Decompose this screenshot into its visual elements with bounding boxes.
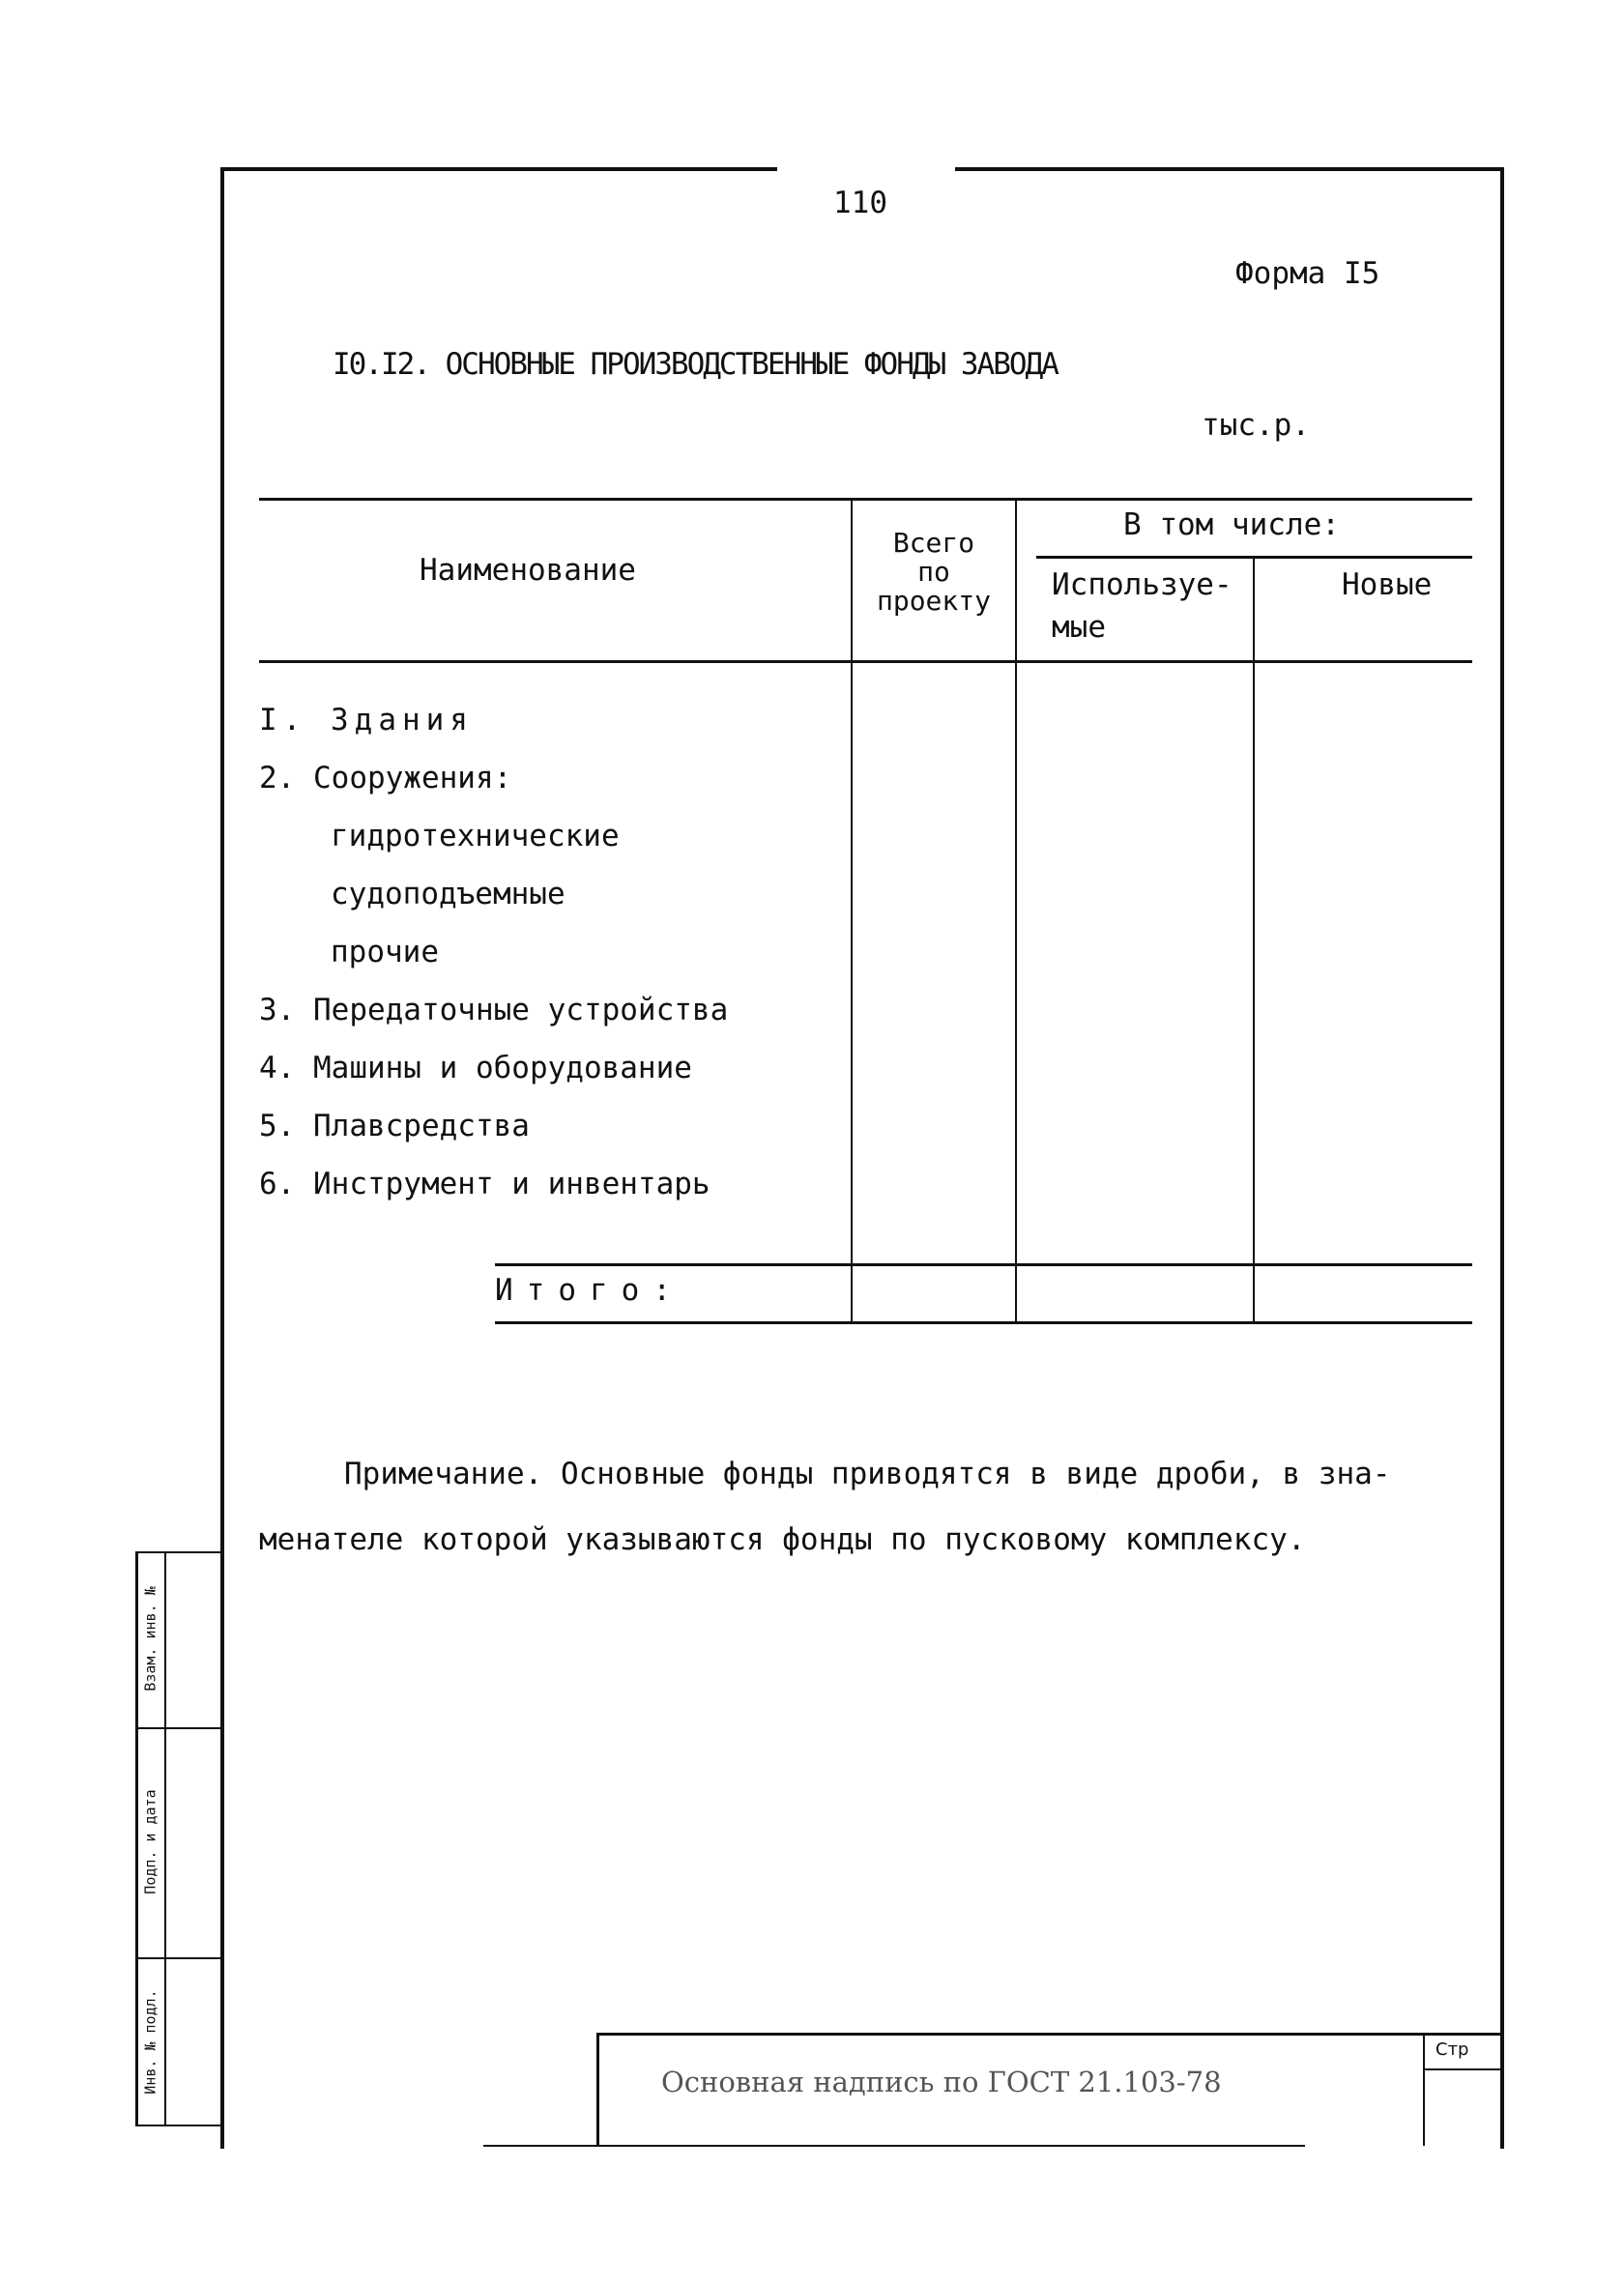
side-stamp-sep-2 [135, 1957, 222, 1959]
side-stamp-sep-1 [135, 1727, 222, 1729]
header-total-line2: по [917, 556, 950, 588]
header-total-line1: Всего [892, 527, 975, 559]
note-line-1: Примечание. Основные фонды приводятся в виде дроби, в зна- [344, 1457, 1391, 1491]
frame-right-border [1500, 169, 1504, 2149]
header-name: Наименование [420, 553, 636, 588]
header-new: Новые [1342, 567, 1433, 602]
row-buildings: I. Здания [259, 703, 474, 737]
note-line-2: менателе которой указываются фонды по пусковому комплексу. [259, 1522, 1306, 1557]
total-bottom-rule [495, 1321, 1472, 1324]
side-stamp-outer-left [135, 1551, 138, 2126]
row-shiplifting: судоподъемные [331, 877, 566, 911]
frame-top-border-left [220, 167, 777, 171]
row-vessels: 5. Плавсредства [259, 1109, 530, 1143]
title-block-page-label: Стр [1436, 2039, 1469, 2060]
side-stamp-inner-divider [164, 1551, 166, 2126]
side-stamp-label-replacement: Взам. инв. № [141, 1586, 160, 1691]
col-divider-total [851, 501, 853, 1324]
frame-left-border [220, 169, 224, 2149]
row-hydrotechnical: гидротехнические [331, 819, 620, 853]
side-stamp-top [135, 1551, 222, 1553]
header-total-line3: проекту [876, 585, 991, 617]
title-block-top [596, 2033, 1504, 2036]
header-used-line2: мые [1052, 610, 1106, 645]
col-divider-used-new [1253, 559, 1255, 1324]
side-stamp-bottom [135, 2125, 222, 2126]
row-structures: 2. Сооружения: [259, 761, 512, 795]
title-block-left [596, 2033, 599, 2146]
header-bottom-rule [259, 660, 1472, 663]
total-label: Итого: [495, 1273, 684, 1308]
row-machinery: 4. Машины и оборудование [259, 1051, 692, 1085]
table-top-rule [259, 498, 1472, 501]
title-block-page-cell-sep [1423, 2068, 1504, 2070]
side-stamp-label-inventory: Инв. № подл. [141, 1989, 160, 2095]
page-number: 110 [833, 186, 887, 220]
row-transmission: 3. Передаточные устройства [259, 993, 729, 1027]
units-label: тыс.р. [1202, 408, 1310, 443]
row-other: прочие [331, 935, 439, 969]
title-block-page-cell-left [1423, 2033, 1425, 2146]
total-top-rule [495, 1263, 1472, 1266]
title-block-caption: Основная надпись по ГОСТ 21.103-78 [661, 2066, 1222, 2098]
header-including: В том числе: [1123, 507, 1340, 542]
form-label: Форма I5 [1235, 256, 1380, 291]
frame-top-border-right [955, 167, 1504, 171]
document-title: I0.I2. ОСНОВНЫЕ ПРОИЗВОДСТВЕННЫЕ ФОНДЫ ЗАВОДА [333, 347, 1058, 382]
col-divider-incl [1015, 501, 1017, 1324]
frame-bottom-border [483, 2145, 1305, 2147]
header-used-line1: Используе- [1052, 567, 1232, 602]
row-tools: 6. Инструмент и инвентарь [259, 1167, 710, 1201]
side-stamp-label-signature: Подп. и дата [141, 1789, 160, 1894]
